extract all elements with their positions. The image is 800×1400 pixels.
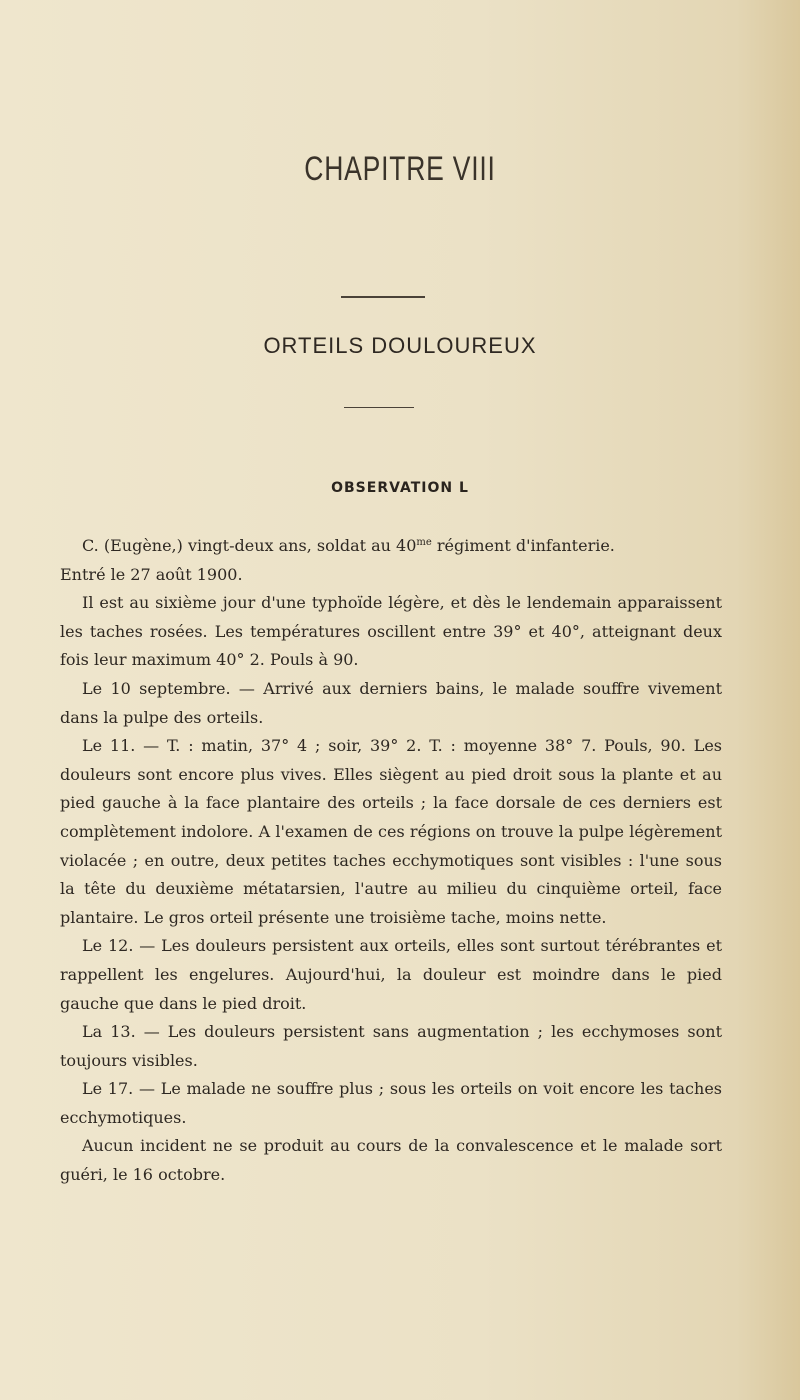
paragraph: Le 17. — Le malade ne souffre plus ; sous les orteils on voit encore les taches ecchymotiques. [60,1079,722,1127]
paragraph: Il est au sixième jour d'une typhoïde légère, et dès le lendemain apparaissent les taches rosées. Les températures oscillent entre 39° et 40°, atteignant deux fois leur maximum 40° 2. Pouls à 90. [60,593,722,670]
paragraph: Le 12. — Les douleurs persistent aux orteils, elles sont surtout térébrantes et rappellent les engelures. Aujourd'hui, la douleur est moindre dans le pied gauche que dans le pied droit. [60,936,722,1013]
paragraph: Aucun incident ne se produit au cours de la convalescence et le malade sort guéri, le 16 octobre. [60,1136,722,1185]
chapter-heading: CHAPITRE VIII [304,150,496,188]
paragraph-admission: Entré le 27 août 1900. [60,564,243,584]
paragraph-patient: C. (Eugène,) vingt-deux ans, soldat au $40^{me}$ régiment d'infanterie. [82,536,615,555]
observation-heading: OBSERVATION L [331,480,469,496]
chapter-title: ORTEILS DOULOUREUX [263,333,537,358]
divider-rule-short [344,407,414,408]
paragraph: La 13. — Les douleurs persistent sans augmentation ; les ecchymoses sont toujours visibles. [60,1022,722,1070]
paragraph: Le 10 septembre. — Arrivé aux derniers bains, le malade souffre vivement dans la pulpe des orteils. [60,678,722,727]
paragraph: Le 11. — T. : matin, 37° 4 ; soir, 39° 2. T. : moyenne 38° 7. Pouls, 90. Les douleurs sont encore plus vives. Elles siègent au pied droit sous la plante et au pied gauche à la face plantaire des orteils ; la face dorsale de ces derniers est complètement indolore. A l'examen de ces régions on trouve la pulpe légèrement violacée ; en outre, deux petites taches ecchymotiques sont visibles : l'une sous la tête du deuxième métatarsien, l'autre au milieu du cinquième orteil, face plantaire. Le gros orteil présente une troisième tache, moins nette. [60,736,722,927]
divider-rule [341,296,425,298]
observation-body [60,532,722,1190]
